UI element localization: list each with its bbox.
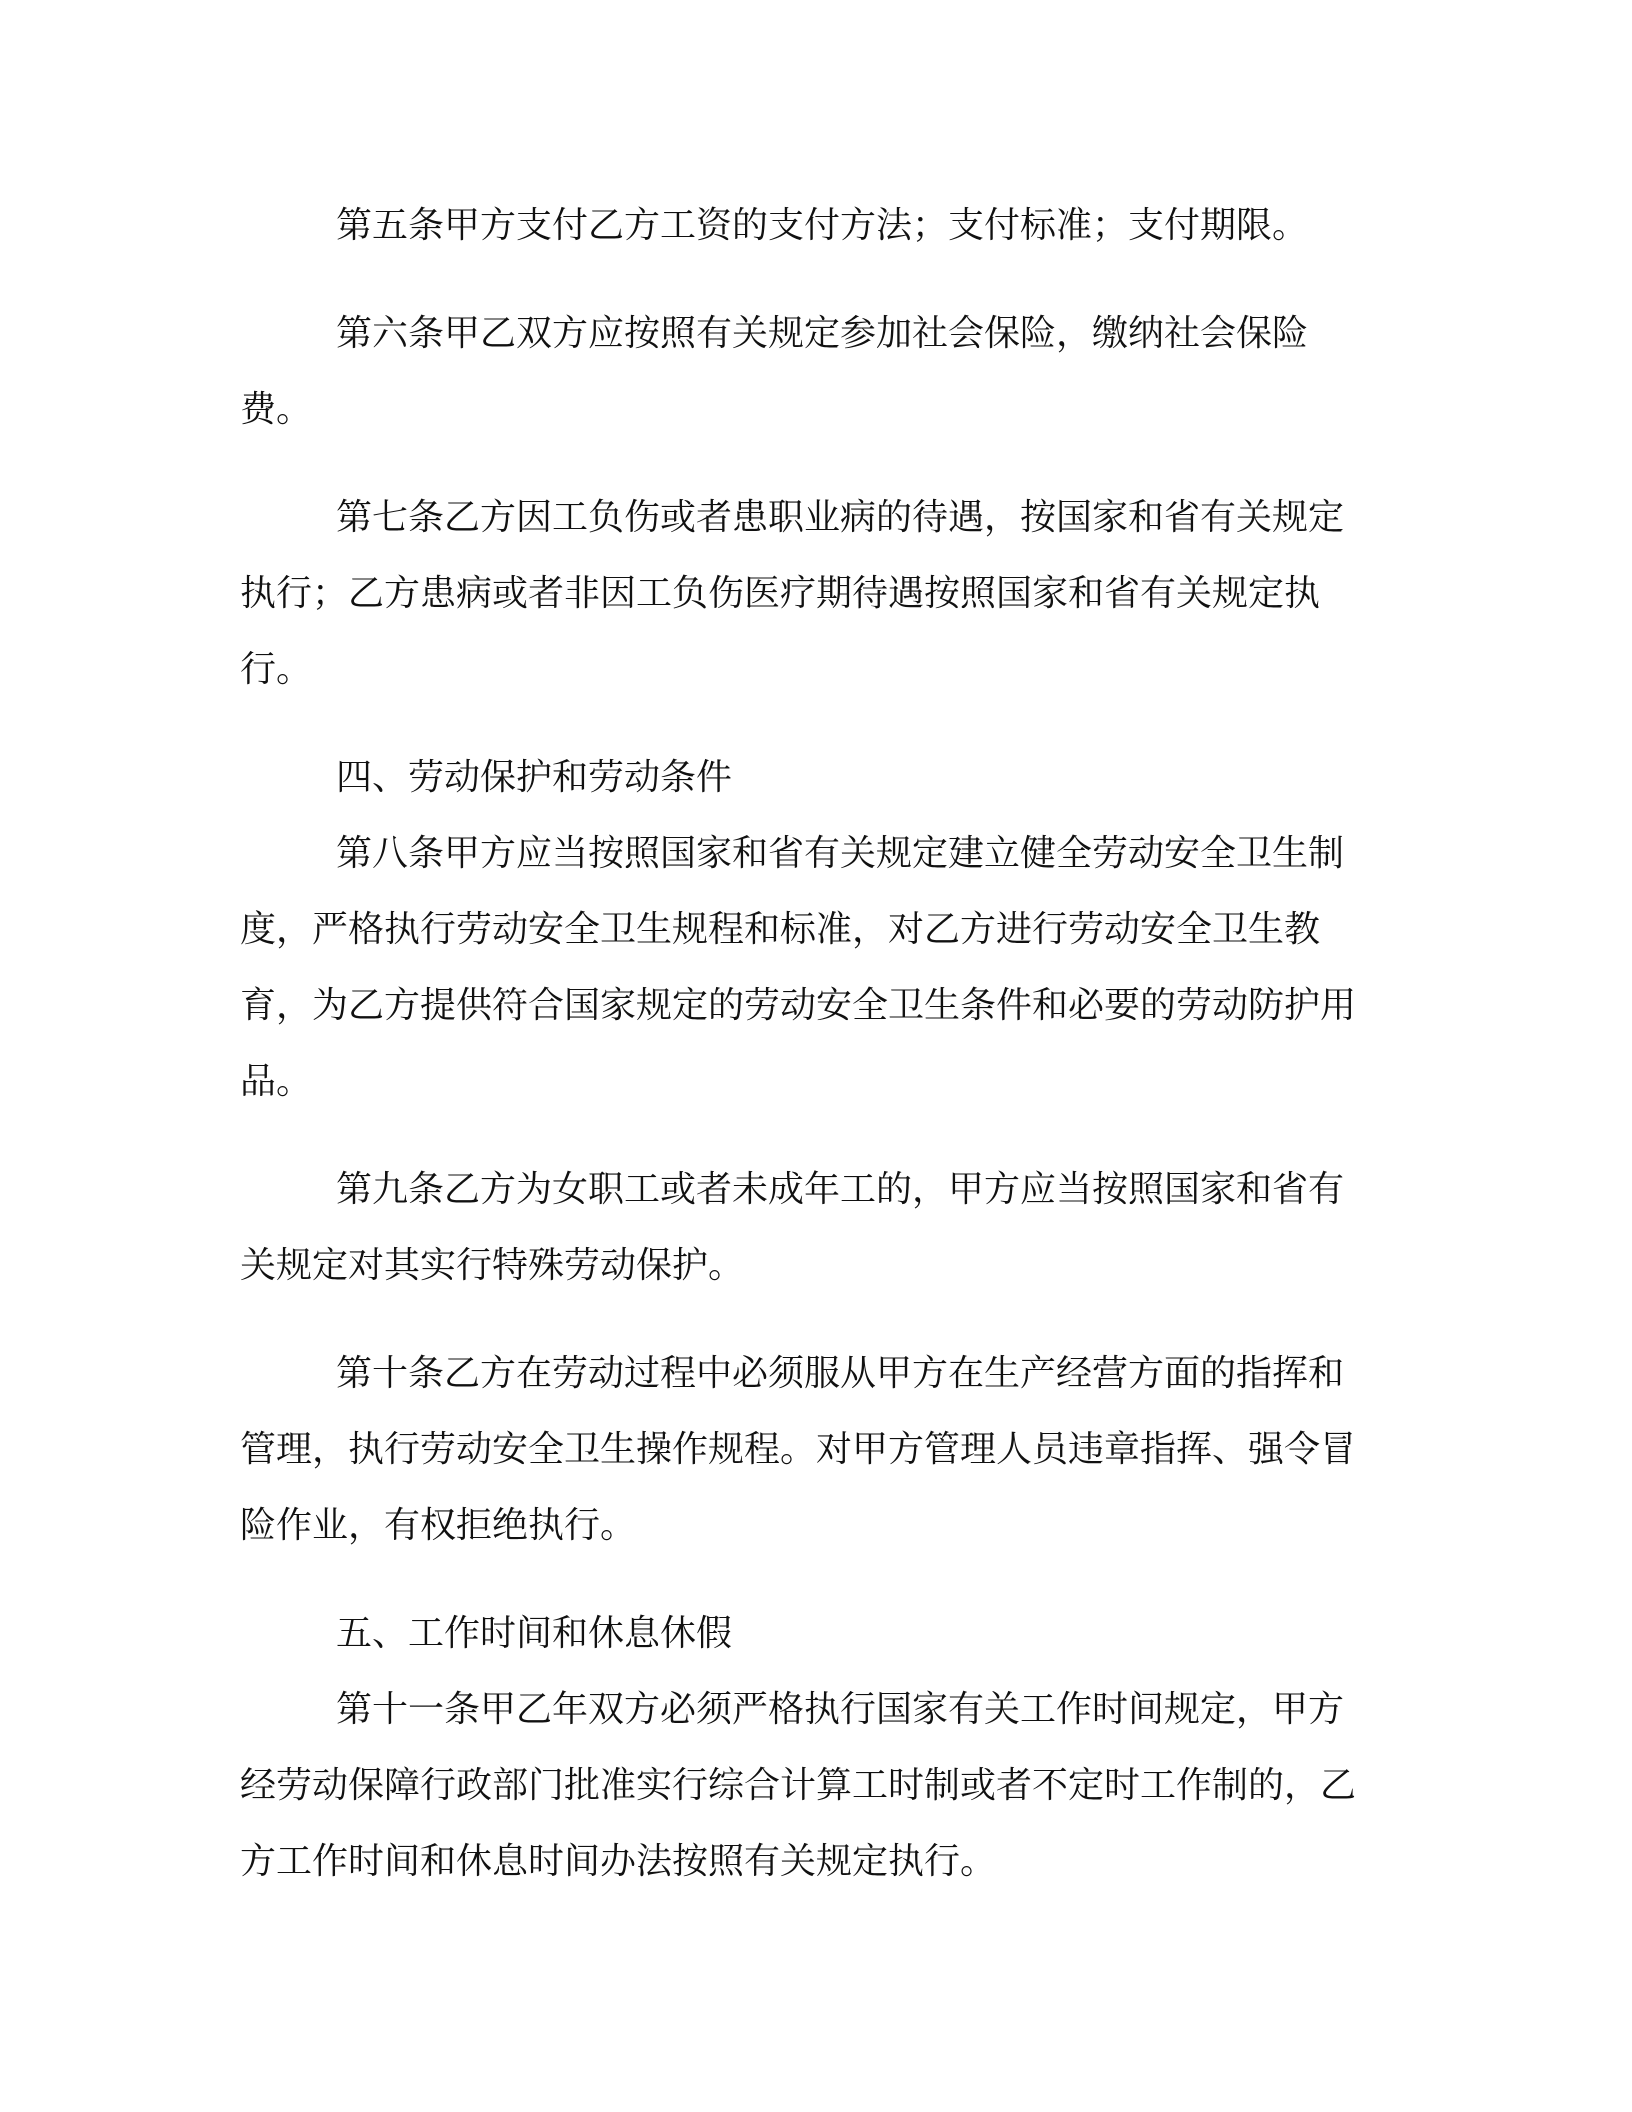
section-heading-4: 四、劳动保护和劳动条件 <box>336 757 733 798</box>
document-body <box>240 188 1370 1900</box>
article-5: 第五条甲方支付乙方工资的支付方法；支付标准；支付期限。 <box>336 205 1309 246</box>
article-11: 第十一条甲乙年双方必须严格执行国家有关工作时间规定，甲方经劳动保障行政部门批准实行综合计算工时制或者不定时工作制的，乙方工作时间和休息时间办法按照有关规定执行。 <box>240 1689 1357 1882</box>
article-7: 第七条乙方因工负伤或者患职业病的待遇，按国家和省有关规定执行；乙方患病或者非因工负伤医疗期待遇按照国家和省有关规定执行。 <box>240 497 1345 690</box>
article-8: 第八条甲方应当按照国家和省有关规定建立健全劳动安全卫生制度，严格执行劳动安全卫生规程和标准，对乙方进行劳动安全卫生教育，为乙方提供符合国家规定的劳动安全卫生条件和必要的劳动防护用品。 <box>240 833 1357 1102</box>
article-6: 第六条甲乙双方应按照有关规定参加社会保险，缴纳社会保险费。 <box>240 313 1309 430</box>
article-9: 第九条乙方为女职工或者未成年工的，甲方应当按照国家和省有关规定对其实行特殊劳动保护。 <box>240 1169 1345 1286</box>
section-heading-5: 五、工作时间和休息休假 <box>336 1613 733 1654</box>
article-10: 第十条乙方在劳动过程中必须服从甲方在生产经营方面的指挥和管理，执行劳动安全卫生操作规程。对甲方管理人员违章指挥、强令冒险作业，有权拒绝执行。 <box>240 1353 1357 1546</box>
